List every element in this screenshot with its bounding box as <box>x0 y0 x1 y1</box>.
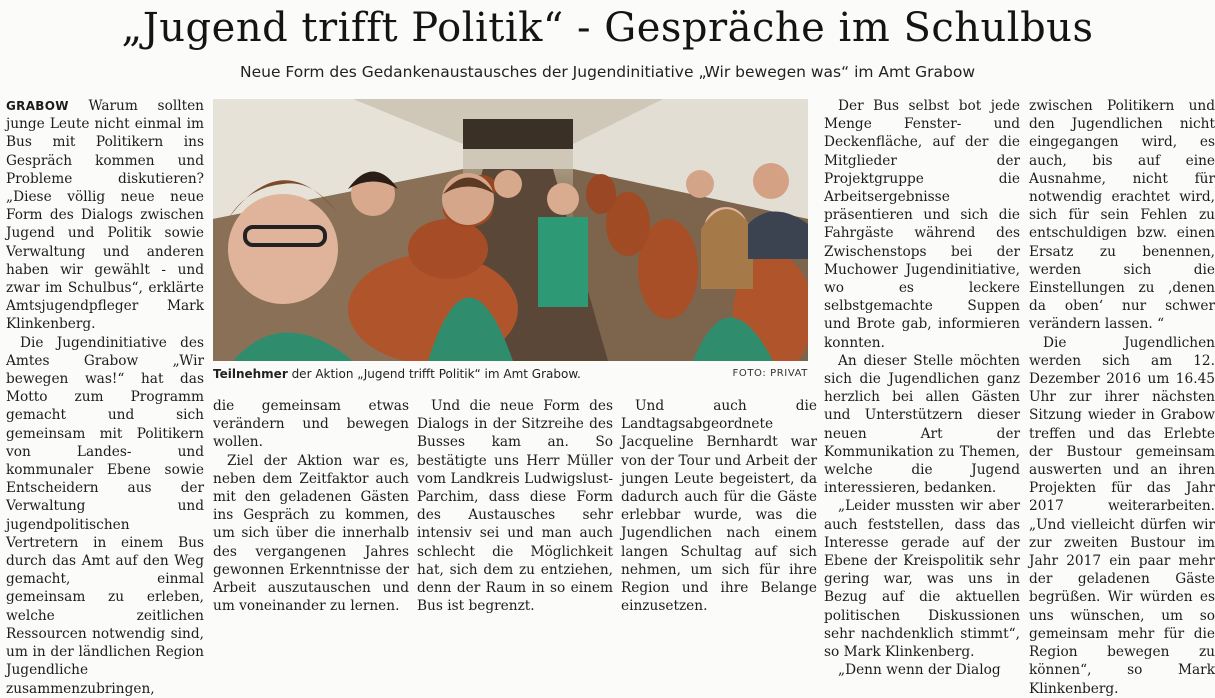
dateline: GRABOW <box>6 99 69 113</box>
photo-credit: FOTO: PRIVAT <box>732 368 808 379</box>
paragraph: Die Jugendinitiative des Amtes Grabow „Wir bewegen was!“ hat das Motto zum Programm gemacht und sich gemeinsam mit Politikern von Landes- und kommunaler Ebene sowie Entscheidern aus der Verwaltung und jugendpolitischen Vertretern in einem Bus durch das Amt auf den Weg gemacht, einmal gemeinsam zu erleben, welche zeitlichen Ressourcen notwendig sind, um in der ländlichen Region Jugendliche zusammenzubringen, <box>6 334 204 697</box>
article-column-1 <box>6 97 204 698</box>
paragraph: Ziel der Aktion war es, neben dem Zeitfaktor auch mit den geladenen Gästen ins Gespräch zu kommen, um sich über die innerhalb des vergangenen Jahres gewonnen Erkenntnisse der Arbeit auszutauschen und um voneinander zu lernen. <box>213 452 409 615</box>
paragraph: Und auch die Landtagsabgeordnete Jacqueline Bernhardt war von der Tour und Arbeit der jungen Leute begeistert, da dadurch auch für die Gäste erlebbar wurde, was die Jugendlichen nach einem langen Schultag auf sich nehmen, um sich für ihre Region und ihre Belange einzusetzen. <box>621 398 817 615</box>
paragraph: „Denn wenn der Dialog <box>838 662 1001 679</box>
paragraph: Der Bus selbst bot jede Menge Fenster- und Deckenfläche, auf der die Mitglieder der Projektgruppe die Arbeitsergebnisse präsentieren und sich die Fahrgäste während des Zwischenstops bei der Muchower Jugendinitiative, wo es leckere selbstgemachte Suppen und Brote gab, informieren konnten. <box>824 98 1020 351</box>
article-column-2 <box>213 397 409 615</box>
paragraph <box>6 97 204 334</box>
group-in-bus-photo-icon <box>213 99 808 361</box>
article-column-3 <box>417 397 613 615</box>
paragraph: die gemeinsam etwas verändern und bewegen wollen. <box>213 398 409 451</box>
caption-text: der Aktion „Jugend trifft Politik“ im Amt Grabow. <box>287 367 581 381</box>
article-column-6 <box>1029 97 1215 698</box>
photo-caption <box>213 365 808 383</box>
paragraph: zwischen Politikern und den Jugendlichen nicht eingegangen wird, es auch, bis auf eine Ausnahme, nicht für notwendig erachtet wird, sich für sein Fehlen zu entschuldigen bzw. einen Ersatz zu benennen, werden sich die Einstellungen zu ‚denen da oben‘ nur schwer verändern lassen. “ <box>1029 98 1215 333</box>
headline: „Jugend trifft Politik“ - Gespräche im Schulbus <box>121 5 1094 51</box>
paragraph-text: Warum sollten junge Leute nicht einmal im Bus mit Politikern ins Gespräch kommen und Probleme diskutieren? „Diese völlig neue neue Form des Dialogs zwischen Jugend und Politik sowie Verwaltung und anderen haben wir gewählt - und zwar im Schulbus“, erklärte Amtsjugendpfleger Mark Klinkenberg. <box>6 98 204 333</box>
article-column-5 <box>824 97 1020 680</box>
article-photo <box>213 99 808 361</box>
paragraph: Und die neue Form des Dialogs in der Sitzreihe des Busses kam an. So bestätigte uns Herr Müller vom Landkreis Ludwigslust-Parchim, dass diese Form des Austausches sehr intensiv sei und man auch schlecht die Möglichkeit hat, sich dem zu entziehen, denn der Raum in so einem Bus ist begrenzt. <box>417 398 613 615</box>
paragraph: „Leider mussten wir aber auch feststellen, dass das Interesse gerade auf der Ebene der Kreispolitik sehr gering war, was uns in Bezug auf die aktuellen politischen Diskussionen sehr nachdenklich stimmt“, so Mark Klinkenberg. <box>824 498 1020 661</box>
caption-lead: Teilnehmer <box>213 367 288 381</box>
article-column-4 <box>621 397 817 615</box>
paragraph: Die Jugendlichen werden sich am 12. Dezember 2016 um 16.45 Uhr zur ihrer nächsten Sitzung wieder in Grabow treffen und das Erlebte der Bustour gemeinsam auswerten und an ihren Projekten für das Jahr 2017 weiterarbeiten. „Und vielleicht dürfen wir zur zweiten Bustour im Jahr 2017 ein paar mehr der geladenen Gäste begrüßen. Wir würden es uns wünschen, um so gemeinsam mehr für die Region bewegen zu können“, so Mark Klinkenberg. <box>1029 334 1215 697</box>
paragraph: An dieser Stelle möchten sich die Jugendlichen ganz herzlich bei allen Gästen und Unterstützern dieser neuen Art der Kommunikation zu Themen, welche die Jugend interessieren, bedanken. <box>824 352 1020 497</box>
subheadline: Neue Form des Gedankenaustausches der Jugendinitiative „Wir bewegen was“ im Amt Grabow <box>239 63 975 81</box>
